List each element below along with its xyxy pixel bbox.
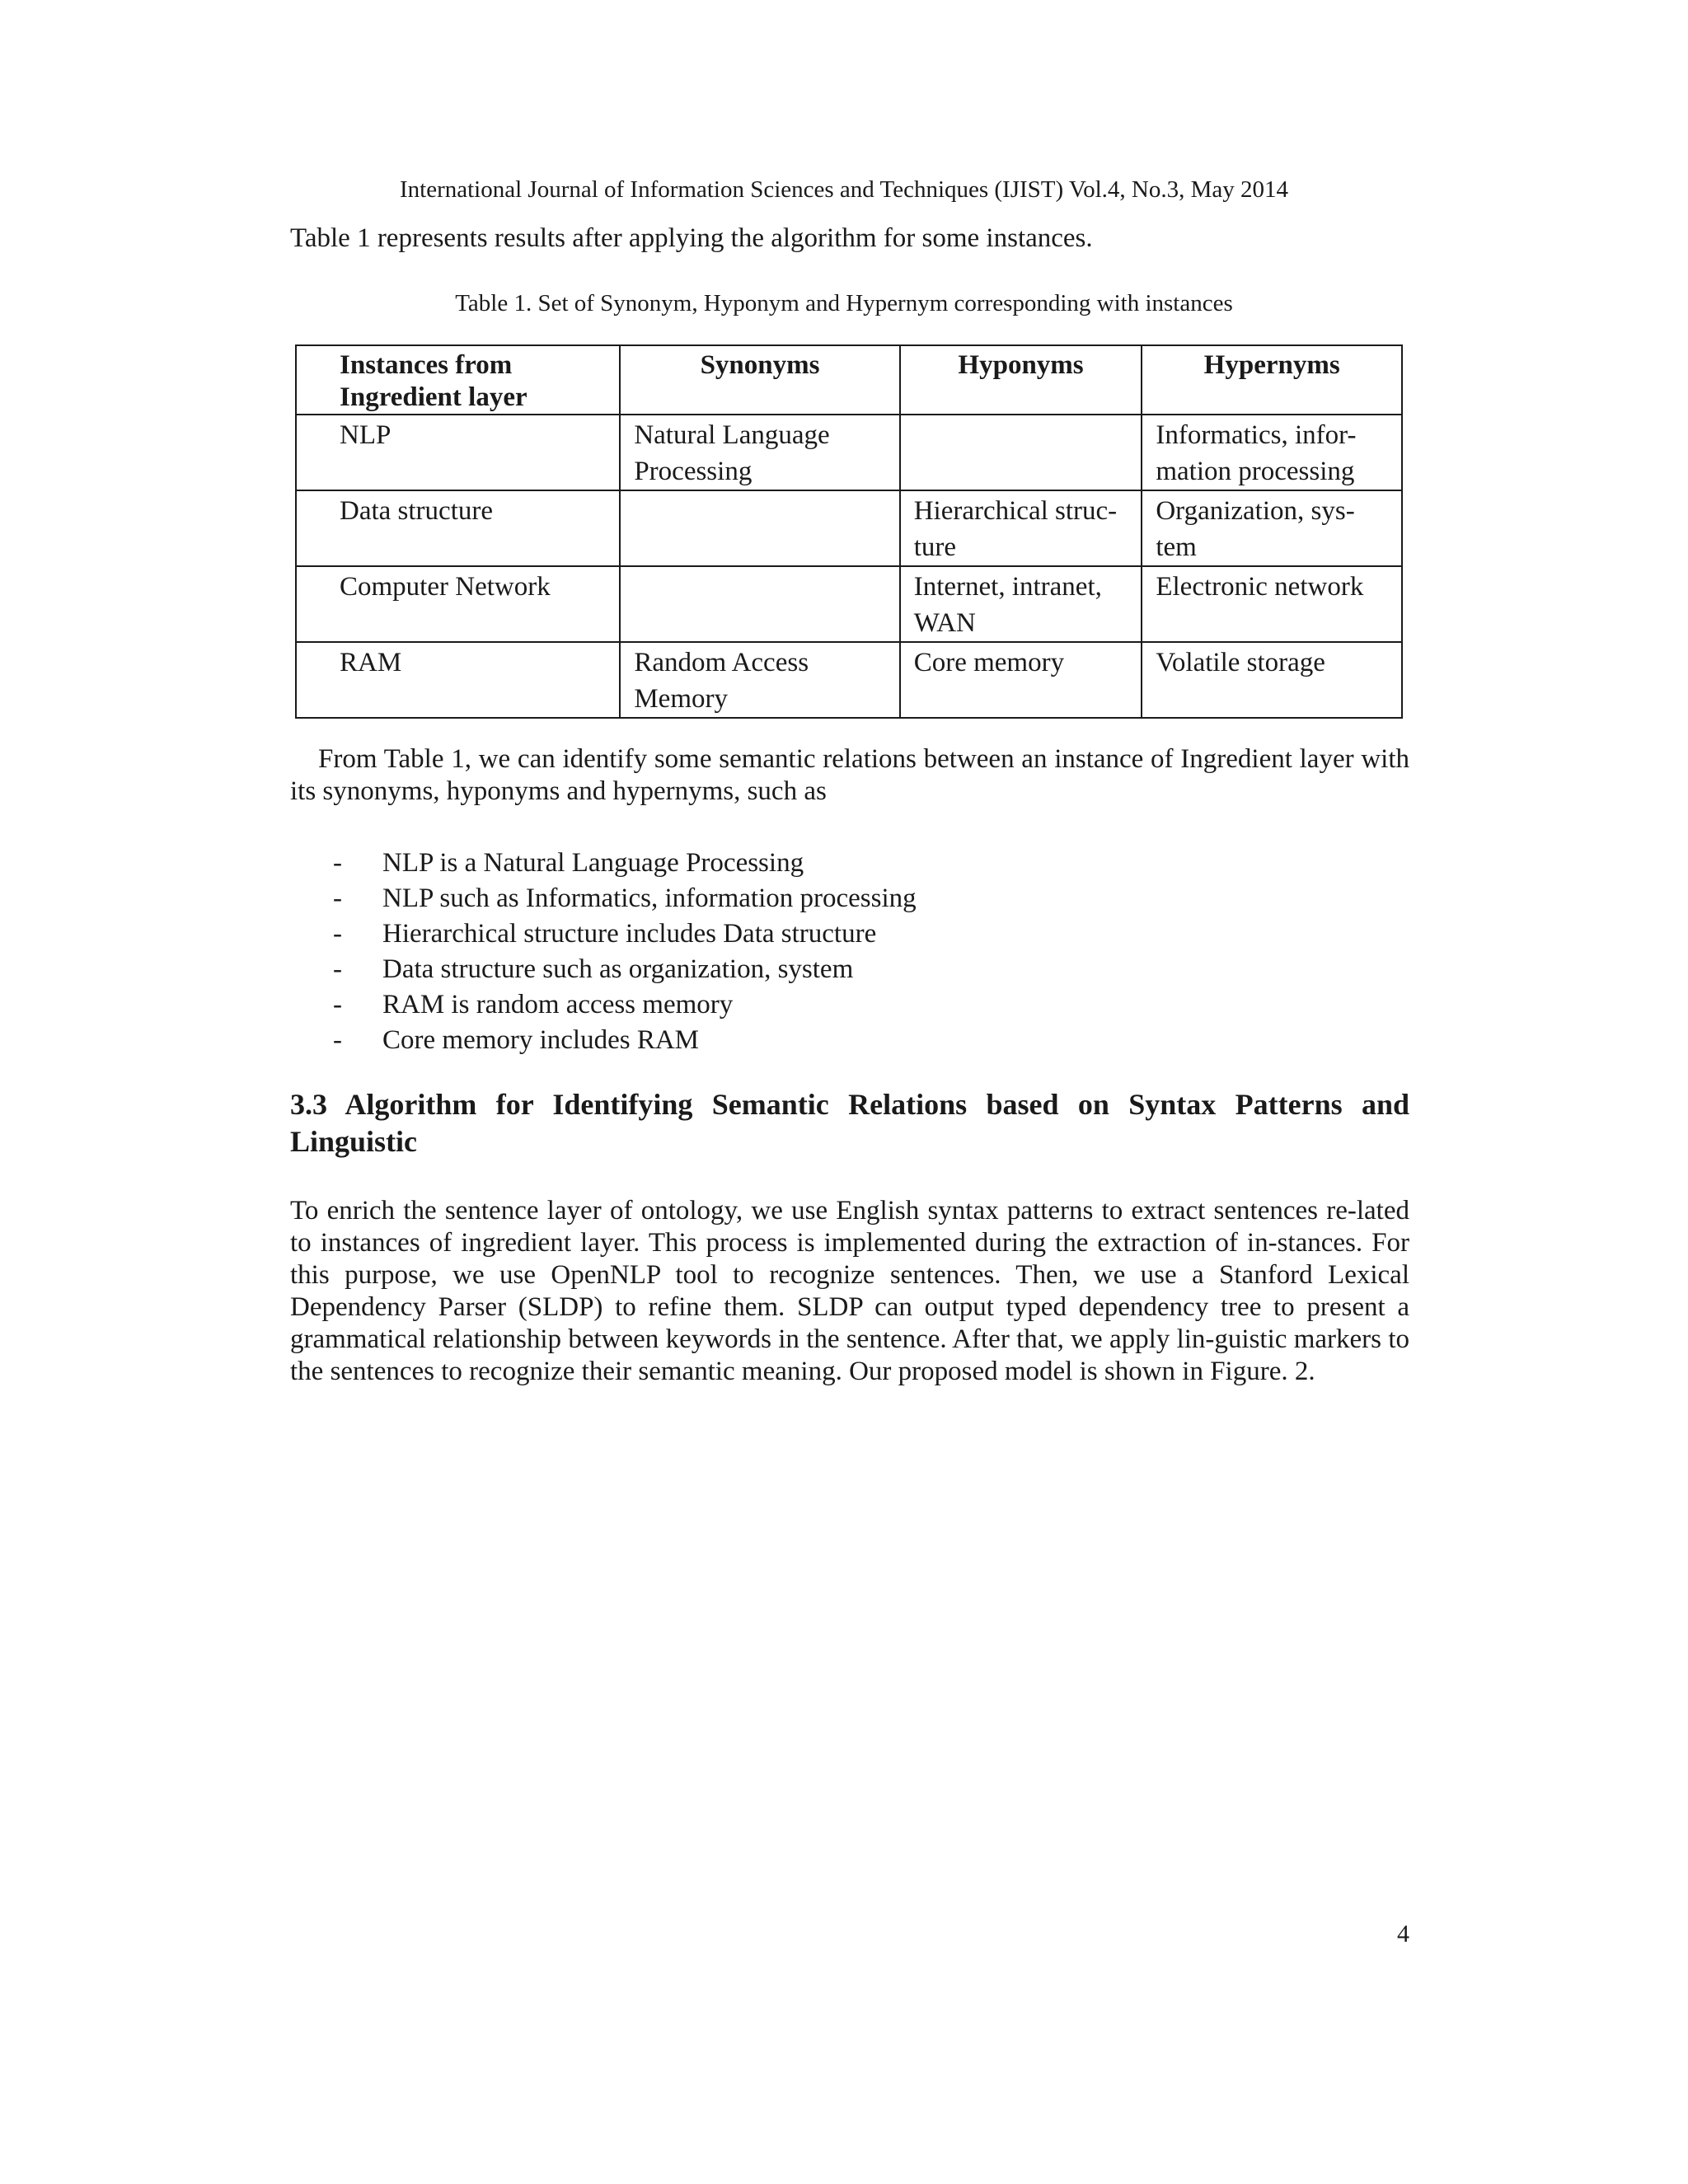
- list-dash: -: [333, 883, 342, 913]
- table-cell: Electronic network: [1142, 566, 1402, 642]
- list-item: [333, 1023, 917, 1058]
- list-dash: -: [333, 954, 342, 984]
- after-table-paragraph: From Table 1, we can identify some semantic relations between an instance of Ingredient layer with its synonyms, hyponyms and hypernyms, such as: [290, 744, 1409, 806]
- table-cell: Volatile storage: [1142, 642, 1402, 718]
- list-item-text: Hierarchical structure includes Data structure: [382, 919, 877, 949]
- table-row: [296, 415, 1402, 490]
- list-dash: -: [333, 1025, 342, 1055]
- table-header-row: [296, 345, 1402, 415]
- table-cell: Hierarchical struc-ture: [900, 490, 1142, 566]
- list-item: [333, 846, 917, 881]
- header-hypernyms: Hypernyms: [1142, 345, 1402, 415]
- page-number: 4: [1397, 1920, 1409, 1947]
- list-item: [333, 916, 917, 952]
- intro-paragraph: Table 1 represents results after applying the algorithm for some instances.: [290, 223, 1093, 253]
- table-cell: Natural Language Processing: [620, 415, 899, 490]
- section-body-paragraph: To enrich the sentence layer of ontology, we use English syntax patterns to extract sentences re-lated to instances of ingredient layer. This process is implemented during the extraction of in-stances. For this purpose, we use OpenNLP tool to recognize sentences. Then, we use a Stanford Lexical Dependency Parser (SLDP) to refine them. SLDP can output typed dependency tree to present a grammatical relationship between keywords in the sentence. After that, we apply lin-guistic markers to the sentences to recognize their semantic meaning. Our proposed model is shown in Figure. 2.: [290, 1196, 1409, 1386]
- table-row: [296, 642, 1402, 718]
- table-cell: [620, 566, 899, 642]
- section-heading: 3.3 Algorithm for Identifying Semantic Relations based on Syntax Patterns and Linguistic: [290, 1088, 1409, 1158]
- table-caption: Table 1. Set of Synonym, Hyponym and Hypernym corresponding with instances: [455, 290, 1233, 316]
- table-cell: [900, 415, 1142, 490]
- list-item: [333, 987, 917, 1023]
- running-header: International Journal of Information Sciences and Techniques (IJIST) Vol.4, No.3, May 2014: [400, 176, 1288, 203]
- synonym-table: [295, 344, 1403, 719]
- table-cell: NLP: [296, 415, 620, 490]
- list-item-text: NLP such as Informatics, information processing: [382, 883, 917, 913]
- table-cell: Data structure: [296, 490, 620, 566]
- list-item-text: RAM is random access memory: [382, 990, 734, 1019]
- table-cell: [620, 490, 899, 566]
- list-dash: -: [333, 990, 342, 1019]
- list-dash: -: [333, 919, 342, 949]
- table-cell: Informatics, infor-mation processing: [1142, 415, 1402, 490]
- table-cell: Organization, sys-tem: [1142, 490, 1402, 566]
- table-cell: RAM: [296, 642, 620, 718]
- table-cell: Random Access Memory: [620, 642, 899, 718]
- header-synonyms: Synonyms: [620, 345, 899, 415]
- list-item-text: Data structure such as organization, system: [382, 954, 854, 984]
- table-cell: Core memory: [900, 642, 1142, 718]
- header-hyponyms: Hyponyms: [900, 345, 1142, 415]
- table-cell: Internet, intranet, WAN: [900, 566, 1142, 642]
- table-row: [296, 566, 1402, 642]
- list-item: [333, 881, 917, 916]
- list-item-text: NLP is a Natural Language Processing: [382, 848, 804, 878]
- list-dash: -: [333, 848, 342, 878]
- table-cell: Computer Network: [296, 566, 620, 642]
- table-row: [296, 490, 1402, 566]
- list-item-text: Core memory includes RAM: [382, 1025, 700, 1055]
- relation-list: [333, 846, 917, 1058]
- list-item: [333, 952, 917, 987]
- header-instances: Instances from Ingredient layer: [296, 345, 620, 415]
